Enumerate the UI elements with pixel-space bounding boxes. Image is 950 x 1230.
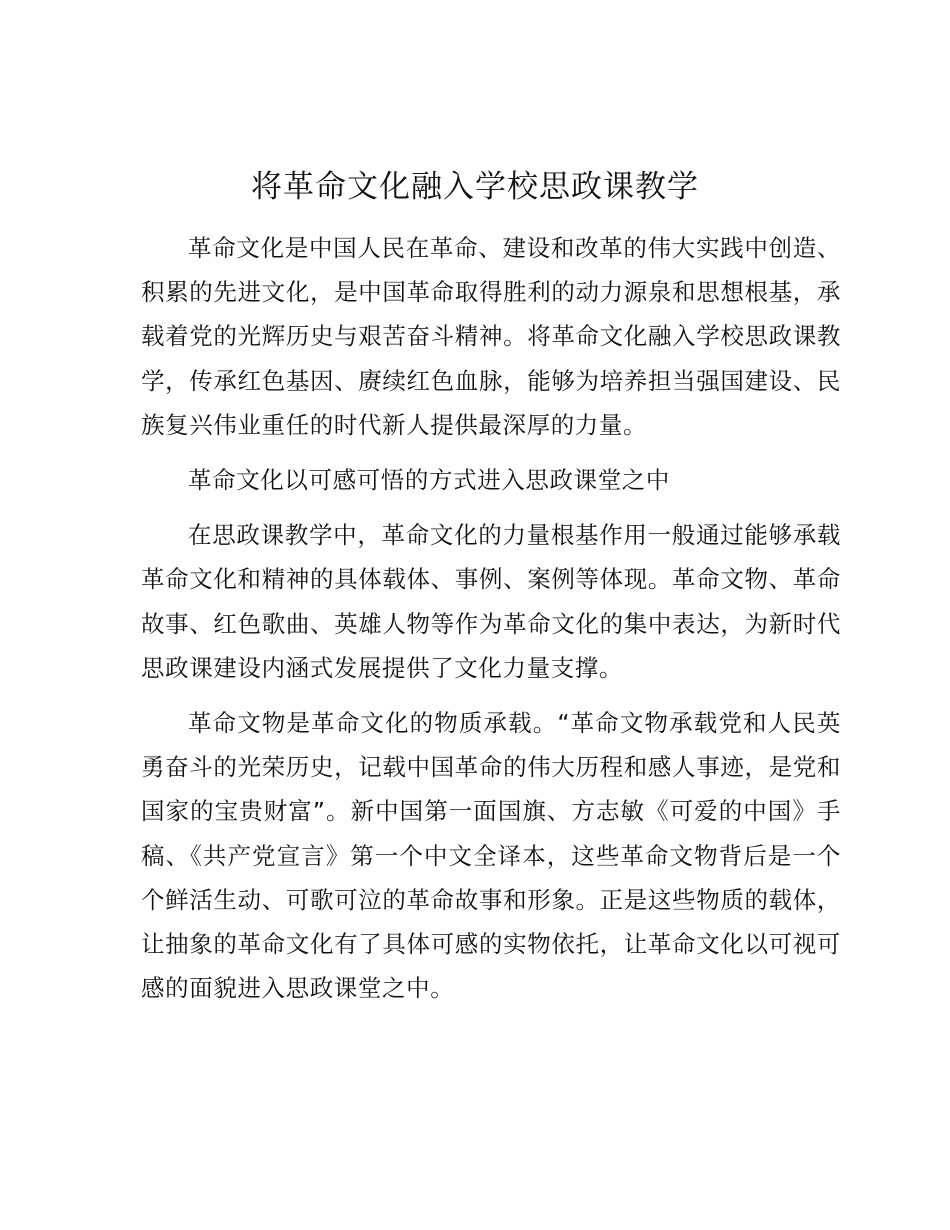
document-title: 将革命文化融入学校思政课教学 bbox=[251, 169, 699, 205]
section-heading: 革命文化以可感可悟的方式进入思政课堂之中 bbox=[188, 466, 670, 495]
paragraph-intro: 革命文化是中国人民在革命、建设和改革的伟大实践中创造、积累的先进文化，是中国革命取得胜利的动力源泉和思想根基，承载着党的光辉历史与艰苦奋斗精神。将革命文化融入学校思政课教学，传承红色基因、赓续红色血脉，能够为培养担当强国建设、民族复兴伟业重任的时代新人提供最深厚的力量。 bbox=[141, 234, 841, 439]
document-body bbox=[141, 226, 841, 1021]
paragraph-relics: 革命文物是革命文化的物质承载。“革命文物承载党和人民英勇奋斗的光荣历史，记载中国革命的伟大历程和感人事迹，是党和国家的宝贵财富”。新中国第一面国旗、方志敏《可爱的中国》手稿、《共产党宣言》第一个中文全译本，这些革命文物背后是一个个鲜活生动、可歌可泣的革命故事和形象。正是这些物质的载体，让抽象的革命文化有了具体可感的实物依托，让革命文化以可视可感的面貌进入思政课堂之中。 bbox=[141, 709, 841, 1003]
paragraph-carriers: 在思政课教学中，革命文化的力量根基作用一般通过能够承载革命文化和精神的具体载体、事例、案例等体现。革命文物、革命故事、红色歌曲、英雄人物等作为革命文化的集中表达，为新时代思政课建设内涵式发展提供了文化力量支撑。 bbox=[141, 521, 841, 682]
